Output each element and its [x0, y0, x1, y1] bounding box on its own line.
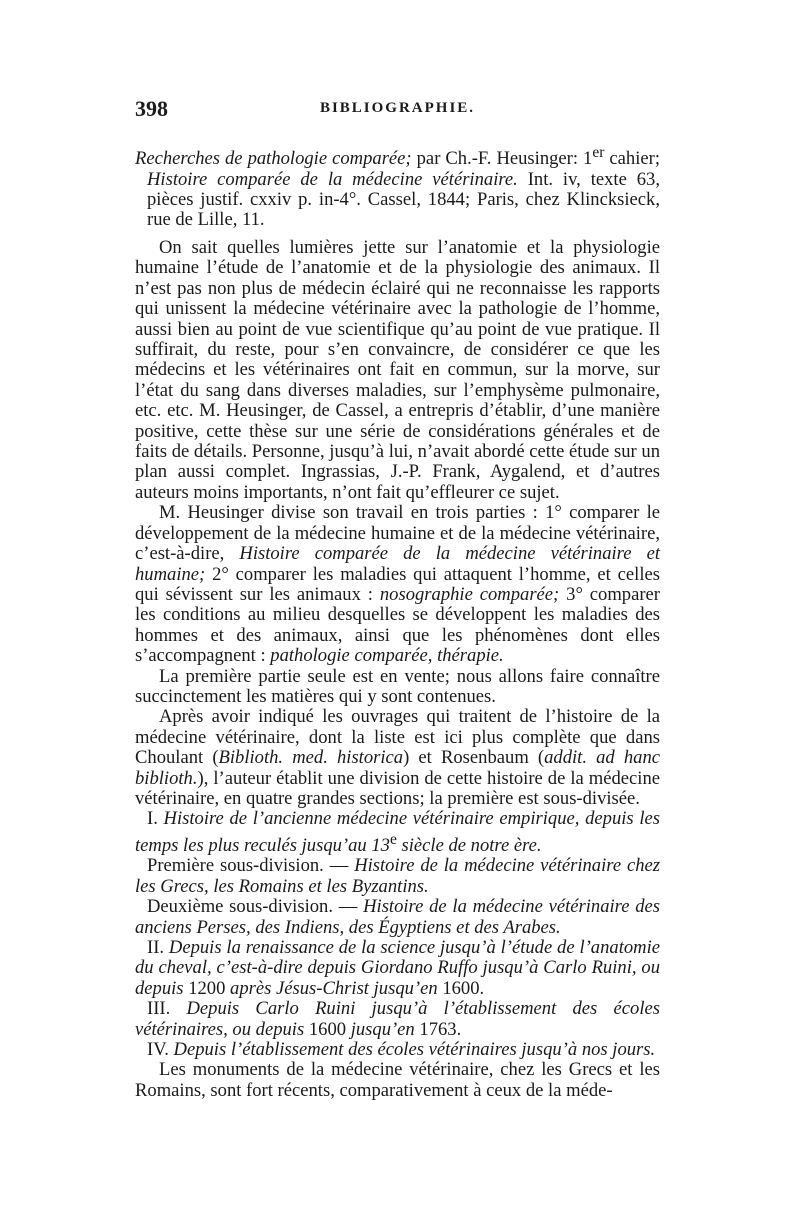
subdivision-title: Histoire de la médecine vétérinaire chez les Grecs, les Romains et les Byzantins.: [135, 855, 660, 897]
paragraph-sources: [135, 707, 660, 809]
subdivision-two: [135, 897, 660, 938]
section-title: siècle de notre ère.: [396, 834, 542, 856]
italic-run: Biblioth. med. historica: [218, 747, 404, 769]
reference-text: Int. iv, texte 63, pièces justif. cxxiv p. in-4°. Cassel, 1844; Paris, chez Klincksieck, rue de Lille, 11.: [147, 168, 660, 231]
section-numeral: I.: [147, 808, 164, 830]
year: 1200: [188, 977, 226, 999]
text-run: 2° comparer les maladies qui attaquent l’homme, et celles qui sévissent sur les animaux :: [135, 563, 660, 605]
section-one: [135, 809, 660, 856]
text-run: ), l’auteur établit une division de cette histoire de la médecine vétérinaire, en quatre grandes sections; la première est sous-divisée.: [135, 767, 660, 809]
italic-run: pathologie comparée, thérapie.: [270, 645, 504, 667]
text-run: M. Heusinger divise son travail en trois parties : 1° comparer le développement de la médecine humaine et de la médecine vétérinaire, c’est-à-dire,: [135, 502, 660, 565]
paragraph-monuments: Les monuments de la médecine vétérinaire, chez les Grecs et les Romains, sont fort récents, comparativement à ceux de la méde-: [135, 1059, 660, 1101]
italic-run: nosographie comparée;: [379, 583, 560, 605]
body-text: [135, 238, 660, 1101]
italic-run: addit. ad hanc biblioth.: [135, 747, 660, 789]
reference-text: par Ch.-F. Heusinger: 1: [411, 148, 593, 170]
section-numeral: II.: [147, 937, 169, 958]
section-numeral: IV.: [147, 1039, 174, 1061]
running-head: [135, 96, 660, 126]
section-title: jusqu’en: [346, 1018, 420, 1040]
section-title: après Jésus-Christ jusqu’en: [225, 977, 443, 999]
subdivision-label: Première sous-division. —: [147, 855, 355, 877]
text-run: Après avoir indiqué les ouvrages qui traitent de l’histoire de la médecine vétérinaire, dont la liste est ici plus complète que dans Choulant (: [135, 706, 660, 769]
section-title: Depuis la renaissance de la science jusqu’à l’étude de l’anatomie du cheval, c’est-à-dire depuis Giordano Ruffo jusqu’à Carlo Ruini, ou depuis: [135, 937, 661, 999]
bibliographic-reference: [135, 143, 660, 231]
section-title: Histoire de l’ancienne médecine vétérinaire empirique, depuis les temps les plus reculés jusqu’au 13: [135, 808, 660, 856]
section-superscript: e: [389, 830, 397, 848]
reference-entry: [135, 143, 660, 231]
year: 1763.: [419, 1018, 462, 1040]
section-three: [135, 999, 660, 1040]
year: 1600.: [442, 977, 485, 999]
section-four: [135, 1040, 660, 1060]
paragraph-division: [135, 503, 660, 666]
text-run: ) et Rosenbaum (: [403, 747, 545, 769]
running-title: BIBLIOGRAPHIE.: [319, 100, 476, 116]
section-numeral: III.: [147, 998, 187, 1020]
section-two: [135, 938, 660, 999]
year: 1600: [308, 1018, 347, 1040]
reference-text: cahier;: [604, 148, 660, 170]
italic-run: Histoire comparée de la médecine vétérinaire et humaine;: [135, 543, 660, 585]
text-run: 3° comparer les conditions au milieu desquelles se développent les maladies des hommes et des animaux, ainsi que les phénomènes dont elles s’accompagnent :: [135, 583, 660, 667]
paragraph-first-part: La première partie seule est en vente; nous allons faire connaître succinctement les matières qui y sont contenues.: [135, 665, 660, 707]
subdivision-label: Deuxième sous-division. —: [147, 896, 364, 918]
subdivision-one: [135, 856, 660, 897]
section-title: Depuis Carlo Ruini jusqu’à l’établissement des écoles vétérinaires, ou depuis: [135, 998, 660, 1040]
reference-subtitle: Histoire comparée de la médecine vétérinaire.: [147, 168, 518, 190]
paragraph-intro: On sait quelles lumières jette sur l’anatomie et la physiologie humaine l’étude de l’anatomie et de la physiologie des animaux. Il n’est pas non plus de médecin éclairé qui ne reconnaisse les rapports qui unissent la médecine vétérinaire avec la pathologie de l’homme, aussi bien au point de vue scientifique qu’au point de vue pratique. Il suffirait, du reste, pour s’en convaincre, de considérer ce que les médecins et les vétérinaires ont fait en commun, sur la morve, sur l’état du sang dans diverses maladies, sur l’emphysème pulmonaire, etc. etc. M. Heusinger, de Cassel, a entrepris d’établir, d’une manière positive, cette thèse sur une série de considérations générales et de faits de détails. Personne, jusqu’à lui, n’avait abordé cette étude sur un plan aussi complet. Ingrassias, J.-P. Frank, Aygalend, et d’autres auteurs moins importants, n’ont fait qu’effleurer ce sujet.: [135, 237, 660, 503]
subdivision-title: Histoire de la médecine vétérinaire des anciens Perses, des Indiens, des Égyptiens et des Arabes.: [135, 896, 660, 938]
reference-title: Recherches de pathologie comparée;: [135, 148, 412, 170]
page-number: 398: [135, 96, 168, 121]
section-title: Depuis l’établissement des écoles vétérinaires jusqu’à nos jours.: [173, 1039, 656, 1061]
reference-superscript: er: [592, 144, 605, 161]
